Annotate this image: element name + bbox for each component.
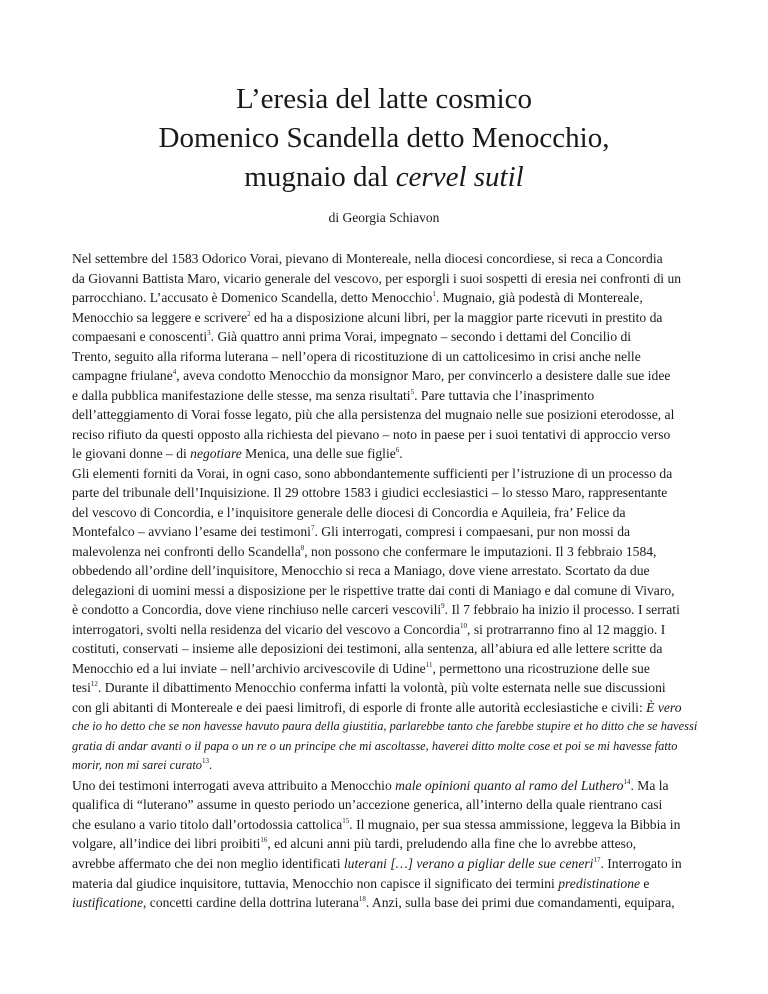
text-run: . [399, 446, 403, 462]
footnote-reference: 5 [410, 387, 415, 396]
title-line-2: Domenico Scandella detto Menocchio, [158, 122, 610, 154]
italic-text-run: luterani […] verano a pigliar delle sue ceneri [343, 855, 594, 871]
text-line [72, 425, 712, 445]
text-run: da Giovanni Battista Maro, vicario generale del vescovo, per esporgli i suoi sospetti di eresia nei confronti di un [72, 270, 682, 286]
text-line [72, 620, 712, 640]
text-line [72, 854, 712, 874]
footnote-reference: 8 [300, 543, 305, 552]
italic-text-run: negotiare [190, 446, 242, 462]
text-run: , ed alcuni anni più tardi, preludendo alla fine che lo avrebbe atteso, [267, 836, 637, 852]
footnote-reference: 11 [425, 660, 433, 669]
text-run: interrogatori, svolti nella residenza del vicario del vescovo a Concordia [72, 621, 461, 637]
text-line [72, 288, 712, 308]
text-run: obbedendo all’ordine dell’inquisitore, Menocchio si reca a Maniago, dove viene arrestato. Scortato da due [72, 563, 650, 579]
text-line [72, 815, 712, 835]
text-run: . Interrogato in [600, 855, 682, 871]
footnote-reference: 13 [202, 757, 209, 766]
title-line-3-text: mugnaio dal [244, 161, 396, 193]
text-line [72, 737, 712, 757]
footnote-reference: 1 [432, 290, 436, 299]
text-run: qualifica di “luterano” assume in questo periodo un’accezione generica, all’interno della quale rientrano casi [72, 797, 663, 813]
footnote-reference: 4 [172, 368, 177, 377]
text-run: avrebbe affermato che dei non meglio identificati [72, 855, 344, 871]
text-run: e dalla pubblica manifestazione delle stesse, ma senza risultati [72, 387, 411, 403]
text-line [72, 874, 712, 894]
italic-text-run: predistinatione [558, 875, 641, 891]
title-line-1: L’eresia del latte cosmico [235, 83, 533, 115]
footnote-reference: 18 [358, 895, 366, 904]
footnote-reference: 16 [260, 836, 268, 845]
italic-text-run: gratia di andar avanti o il papa o un re o un principe che mi ascoltasse, haverei ditto molte cose et poi se mi havesse fatto [72, 738, 678, 753]
text-run: . [209, 758, 213, 773]
text-run: . Mugnaio, già podestà di Montereale, [435, 290, 643, 306]
text-run: le giovani donne – di [72, 446, 191, 462]
text-line [72, 756, 712, 776]
text-run: Menocchio sa leggere e scrivere [72, 309, 248, 325]
text-run: . Il 7 febbraio ha inizio il processo. I serrati [444, 602, 680, 618]
text-run: . Durante il dibattimento Menocchio conferma infatti la volontà, più volte esternata nelle sue discussioni [97, 680, 666, 696]
text-run: delegazioni di uomini messi a disposizione per le rispettive tratte dai conti di Maniago e dal comune di Vivaro, [72, 582, 675, 598]
footnote-reference: 12 [90, 680, 98, 689]
text-run: , permettono una ricostruzione delle sue [432, 660, 650, 676]
text-line [72, 503, 712, 523]
text-line [72, 600, 712, 620]
text-run: ed ha a disposizione alcuni libri, per la maggior parte ricevuti in prestito da [250, 309, 663, 325]
text-run: Montefalco – avviano l’esame dei testimoni [72, 524, 311, 540]
text-run: dell’atteggiamento di Vorai fosse legato, più che alla persistenza del mugnaio nelle sue posizioni eterodosse, al [72, 407, 675, 423]
footnote-reference: 14 [623, 777, 631, 786]
footnote-reference: 10 [460, 621, 468, 630]
text-run: compaesani e conoscenti [72, 329, 208, 345]
text-run: , si protrarranno fino al 12 maggio. I [467, 621, 666, 637]
text-line [72, 405, 712, 425]
text-run: parrocchiano. L’accusato è Domenico Scandella, detto Menocchio [72, 290, 433, 306]
text-run: . Il mugnaio, per sua stessa ammissione, leggeva la Bibbia in [349, 816, 681, 832]
author-byline: di Georgia Schiavon [328, 210, 440, 225]
text-run: , concetti cardine della dottrina luterana [142, 895, 359, 911]
text-run: Trento, seguito alla riforma luterana – nell’opera di ricostituzione di un cattolicesimo in crisi anche nelle [72, 348, 641, 364]
italic-text-run: male opinioni quanto al ramo del Luthero [395, 777, 624, 793]
text-line [72, 308, 712, 328]
text-line [72, 269, 712, 289]
italic-text-run: morir, non mi sarei curato [72, 758, 202, 773]
text-run: Menocchio ed a lui inviate – nell’archivio arcivescovile di Udine [72, 660, 426, 676]
text-run: malevolenza nei confronti dello Scandella [72, 543, 301, 559]
text-run: reciso rifiuto da questi opposto alla richiesta del pievano – noto in paese per i suoi tentativi di approccio verso [72, 426, 671, 442]
text-line [72, 347, 712, 367]
text-run: parte del tribunale dell’Inquisizione. Il 29 ottobre 1583 i giudici ecclesiastici – lo stesso Maro, rappresentante [72, 485, 668, 501]
text-run: materia dal giudice inquisitore, tuttavia, Menocchio non capisce il significato dei termini [72, 875, 559, 891]
text-line [72, 678, 712, 698]
text-line [72, 581, 712, 601]
text-run: . Già quattro anni prima Vorai, impegnato – secondo i dettami del Concilio di [210, 329, 632, 345]
footnote-reference: 6 [395, 446, 400, 455]
text-line [72, 327, 712, 347]
text-line [72, 717, 712, 737]
footnote-reference: 9 [441, 602, 445, 611]
text-run: del vescovo di Concordia, e l’inquisitore generale delle diocesi di Concordia e Aquileia, fra’ Felice da [72, 504, 626, 520]
text-run: costituti, conservati – insieme alle deposizioni dei testimoni, alla sentenza, all’abiura ed alle lettere scritte da [72, 641, 663, 657]
text-run: , non possono che confermare le imputazioni. Il 3 febbraio 1584, [304, 543, 657, 559]
text-line [72, 698, 712, 718]
text-run: è condotto a Concordia, dove viene rinchiuso nelle carceri vescovili [72, 602, 442, 618]
text-line [72, 776, 712, 796]
footnote-reference: 7 [310, 524, 315, 533]
text-run: Menica, una delle sue figlie [241, 446, 396, 462]
text-run: Nel settembre del 1583 Odorico Vorai, pievano di Montereale, nella diocesi concordiese, si reca a Concordia [72, 251, 663, 266]
footnote-reference: 15 [342, 816, 350, 825]
footnote-reference: 3 [207, 329, 211, 338]
text-line [72, 639, 712, 659]
footnote-reference: 2 [247, 309, 251, 318]
title-line-3-italic: cervel sutil [395, 161, 524, 193]
text-run: tesi [72, 680, 91, 696]
text-line [72, 834, 712, 854]
text-run: . Anzi, sulla base dei primi due comandamenti, equipara, [365, 895, 675, 911]
text-run: con gli abitanti di Montereale e dei paesi limitrofi, di esporle di fronte alle autorità ecclesiastiche e civili: [72, 699, 647, 715]
text-run: e [640, 875, 650, 891]
document-title [0, 80, 768, 197]
text-line [72, 893, 712, 913]
text-run: Gli elementi forniti da Vorai, in ogni caso, sono abbondantemente sufficienti per l’istruzione di un processo da [72, 465, 673, 481]
text-line [72, 483, 712, 503]
text-run: volgare, all’indice dei libri proibiti [72, 836, 261, 852]
text-line [72, 561, 712, 581]
text-line [72, 386, 712, 406]
text-run: Uno dei testimoni interrogati aveva attribuito a Menocchio [72, 777, 396, 793]
italic-text-run: È vero [646, 699, 682, 715]
text-line [72, 464, 712, 484]
text-line [72, 542, 712, 562]
text-run: . Pare tuttavia che l’inasprimento [414, 387, 595, 403]
text-line [72, 522, 712, 542]
text-run: . Gli interrogati, compresi i compaesani, pur non mossi da [314, 524, 631, 540]
title-line-3 [0, 158, 768, 197]
italic-text-run: che io ho detto che se non havesse havuto paura della giustitia, parlarebbe tanto che farebbe stupire et ho ditto che se havessi [72, 719, 698, 734]
text-run: . Ma la [630, 777, 669, 793]
text-run: campagne friulane [72, 368, 173, 384]
text-line [72, 795, 712, 815]
italic-text-run: iustificatione [72, 895, 143, 911]
text-run: , aveva condotto Menocchio da monsignor Maro, per convincerlo a desistere dalle sue idee [176, 368, 671, 384]
text-line [72, 249, 712, 269]
text-run: che esulano a vario titolo dall’ortodossia cattolica [72, 816, 343, 832]
footnote-reference: 17 [593, 855, 601, 864]
text-line [72, 444, 712, 464]
text-line [72, 366, 712, 386]
text-line [72, 659, 712, 679]
body-text [72, 249, 712, 913]
